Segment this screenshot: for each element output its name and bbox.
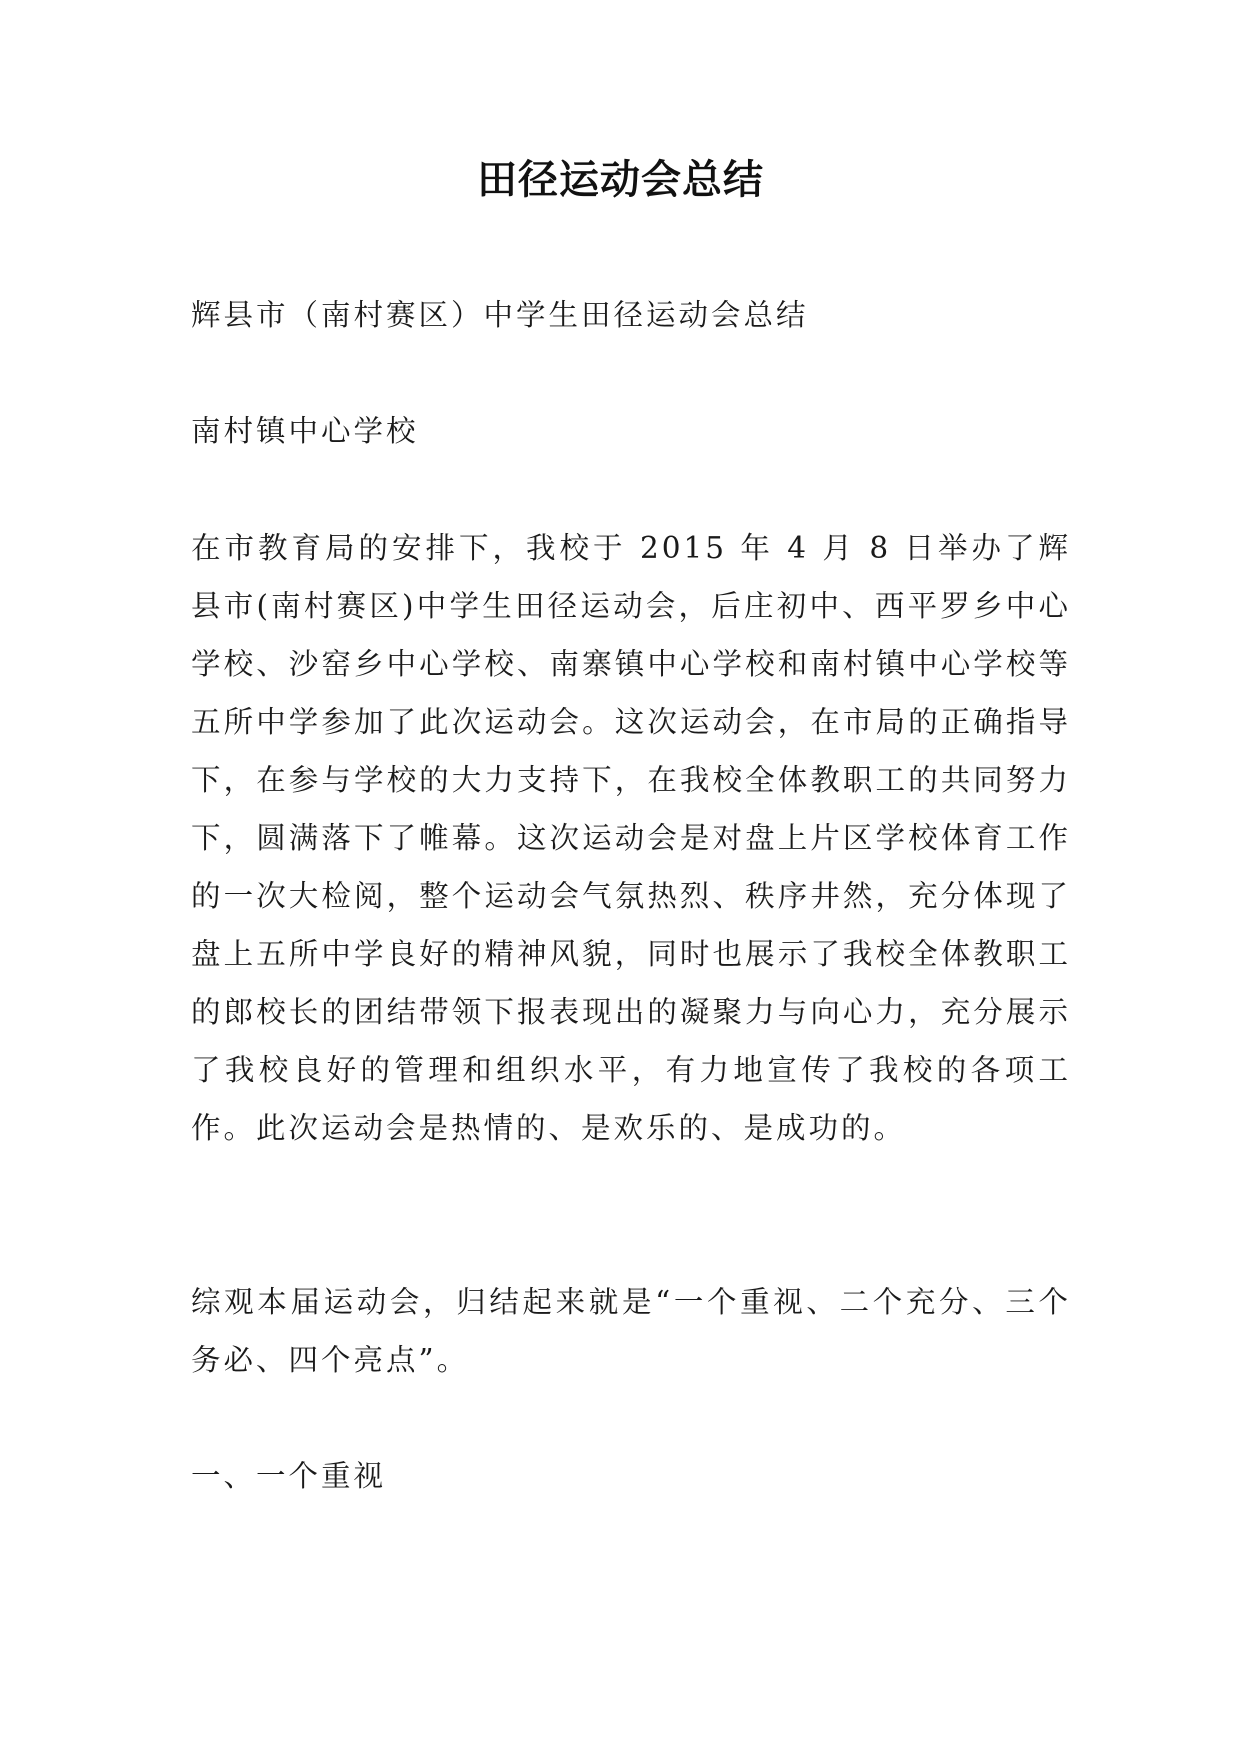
document-title: 田径运动会总结 — [477, 157, 764, 203]
document-subtitle: 辉县市（南村赛区）中学生田径运动会总结 — [191, 298, 809, 332]
paragraph-summary: 综观本届运动会，归结起来就是“一个重视、二个充分、三个务必、四个亮点”。 — [191, 1285, 1071, 1377]
school-name: 南村镇中心学校 — [191, 414, 419, 448]
section-heading: 一、一个重视 — [191, 1459, 387, 1493]
paragraph-intro: 在市教育局的安排下，我校于 2015 年 4 月 8 日举办了辉县市(南村赛区)中学生田径运动会，后庄初中、西平罗乡中心学校、沙窑乡中心学校、南寨镇中心学校和南村镇中心学校等五所中学参加了此次运动会。这次运动会，在市局的正确指导下，在参与学校的大力支持下，在我校全体教职工的共同努力下，圆满落下了帷幕。这次运动会是对盘上片区学校体育工作的一次大检阅，整个运动会气氛热烈、秩序井然，充分体现了盘上五所中学良好的精神风貌，同时也展示了我校全体教职工的郎校长的团结带领下报表现出的凝聚力与向心力，充分展示了我校良好的管理和组织水平，有力地宣传了我校的各项工作。此次运动会是热情的、是欢乐的、是成功的。 — [191, 531, 1071, 1145]
